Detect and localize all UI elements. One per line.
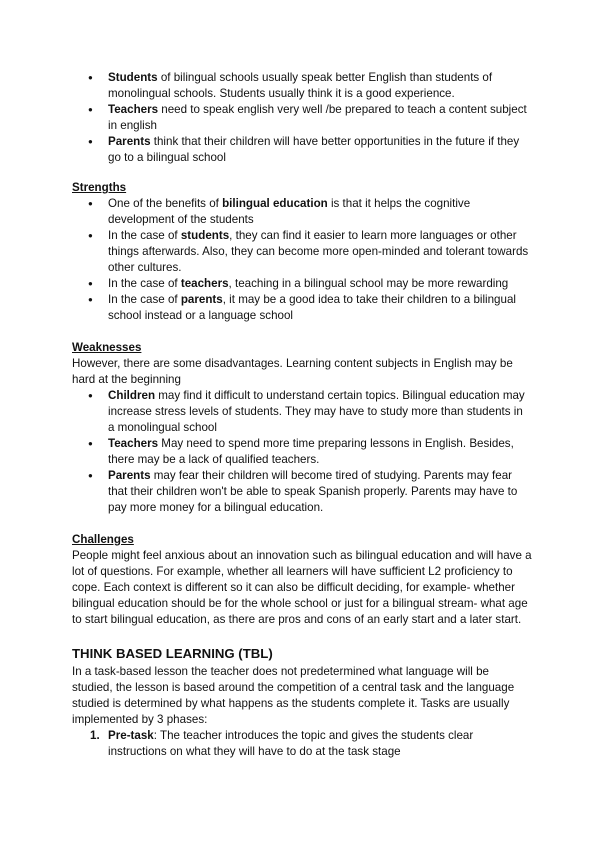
strengths-list — [72, 196, 532, 324]
list-item: ● Parents may fear their children will become tired of studying. Parents may fear that their children won't be able to speak Spanish properly. Parents may have to pay more money for a bilingual education. — [72, 468, 532, 516]
list-item: ● In the case of parents, it may be a good idea to take their children to a bilingual school instead or a language school — [72, 292, 532, 324]
list-item: ● One of the benefits of bilingual education is that it helps the cognitive development of the students — [72, 196, 532, 228]
list-item: ● Teachers need to speak english very well /be prepared to teach a content subject in english — [72, 102, 532, 134]
step-number: 1. — [90, 729, 100, 742]
list-item: ● Parents think that their children will have better opportunities in the future if they go to a bilingual school — [72, 134, 532, 166]
tbl-text: In a task-based lesson the teacher does not predetermined what language will be studied, the lesson is based around the competition of a central task and the language studied is determined by what happens as the students complete it. Tasks are usually implemented by 3 phases: — [72, 665, 515, 726]
document-page — [72, 70, 532, 760]
weaknesses-list — [72, 388, 532, 516]
list-item: 1. Pre-task: The teacher introduces the topic and gives the students clear instructions on what they will have to do at the task stage — [90, 729, 474, 758]
weaknesses-intro: However, there are some disadvantages. Learning content subjects in English may be hard at the beginning — [72, 357, 513, 386]
list-item: ● Students of bilingual schools usually speak better English than students of monolingual schools. Students usually think it is a good experience. — [72, 70, 532, 102]
challenges-text: People might feel anxious about an innovation such as bilingual education and will have a lot of questions. For example, whether all learners will have sufficient L2 proficiency to cope. Each context is different so it can also be difficult deciding, for example- whether bilingual education should be for the whole school or just for a bilingual stream- what age to start bilingual education, as there are pros and cons of an early start and a later start. — [72, 549, 532, 626]
list-item: ● In the case of teachers, teaching in a bilingual school may be more rewarding — [72, 276, 532, 292]
tbl-heading: THINK BASED LEARNING (TBL) — [72, 646, 273, 661]
intro-list — [72, 70, 532, 166]
list-item: ● Teachers May need to spend more time preparing lessons in English. Besides, there may be a lack of qualified teachers. — [72, 436, 532, 468]
list-item: ● Children may find it difficult to understand certain topics. Bilingual education may increase stress levels of students. They may have to study more than students in a monolingual school — [72, 388, 532, 436]
weaknesses-heading: Weaknesses — [72, 341, 142, 354]
list-item: ● In the case of students, they can find it easier to learn more languages or other things afterwards. Also, they can become more open-minded and tolerant towards other cultures. — [72, 228, 532, 276]
tbl-steps — [72, 728, 532, 760]
strengths-heading: Strengths — [72, 181, 127, 194]
challenges-heading: Challenges — [72, 533, 134, 546]
